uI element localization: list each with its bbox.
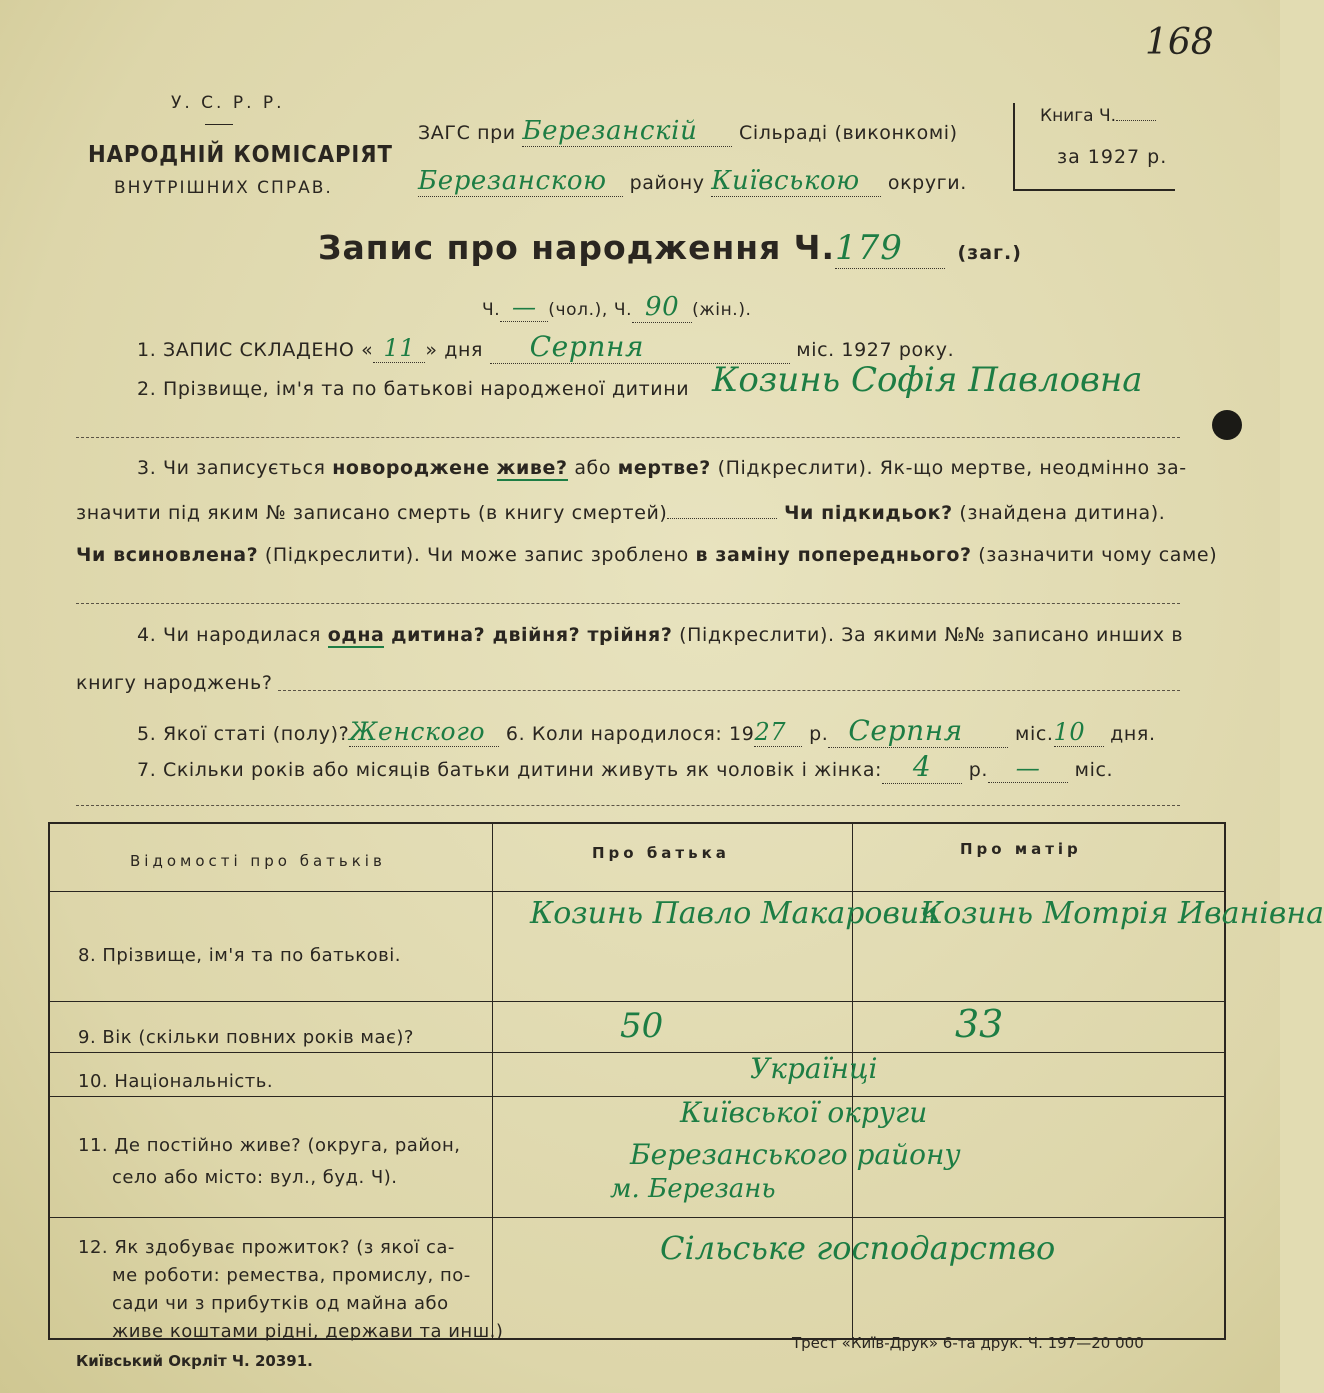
child-name: Козинь Софія Павловна — [712, 360, 1143, 400]
item-7: 7. Скільки років або місяців батьки дитини живуть як чоловік і жінка: 4 р. — міс. — [137, 750, 1114, 783]
gender-counts: Ч. — (чол.), Ч. 90 (жін.). — [482, 292, 752, 322]
col-divider — [492, 824, 493, 1338]
item-3-line-1: 3. Чи записується новороджене живе? або мертве? (Підкреслити). Як-що мертве, неодмінно за- — [137, 457, 1187, 479]
book-number-label: Книга Ч. — [1040, 106, 1156, 126]
child-sex: Женского — [349, 717, 499, 747]
item-5-6: 5. Якої статі (полу)?Женского 6. Коли народилося: 1927 р. Серпня міс.10 дня. — [137, 714, 1156, 747]
footer-right: Трест «Київ-Друк» 6-та друк. Ч. 197—20 000 — [792, 1334, 1144, 1352]
okrug-label: округи. — [887, 172, 967, 194]
birth-day: 10 — [1054, 718, 1104, 747]
row-12-label-1: 12. Як здобуває прожиток? (з якої са- — [78, 1237, 455, 1258]
mother-age: 33 — [955, 1002, 1004, 1046]
district-label: району — [629, 172, 705, 194]
okrug-name: Київською — [711, 166, 881, 197]
district-line — [418, 166, 967, 197]
header-divider — [205, 124, 233, 125]
header-parents-info: Відомості про батьків — [130, 852, 386, 870]
record-suffix: (заг.) — [957, 242, 1022, 264]
affairs-title: ВНУТРІШНИХ СПРАВ. — [114, 178, 333, 198]
item-3-line-3: Чи всиновлена? (Підкреслити). Чи може запис зроблено в заміну попереднього? (зазначити чому саме) — [76, 544, 1218, 566]
parents-table — [48, 822, 1324, 1342]
fill-line — [278, 690, 1180, 691]
zags-village: Березанскій — [522, 116, 732, 147]
item-2: 2. Прізвище, ім'я та по батькові народженої дитини — [137, 378, 690, 400]
record-title — [318, 228, 1022, 269]
item-3-line-2: значити під яким № записано смерть (в книгу смертей) Чи підкидьок? (знайдена дитина). — [76, 502, 1166, 524]
record-month: Серпня — [490, 330, 790, 364]
row-11-label-2: село або місто: вул., буд. Ч). — [112, 1167, 398, 1188]
row-10-label: 10. Національність. — [78, 1071, 274, 1092]
row-11-label-1: 11. Де постійно живе? (округа, район, — [78, 1135, 461, 1156]
record-title-text: Запис про народження Ч. — [318, 228, 835, 267]
single-underlined: одна — [327, 624, 385, 646]
alive-underlined: живе? — [496, 457, 568, 479]
header-father: Про батька — [592, 844, 730, 862]
row-12-label-3: сади чи з прибутків од майна або — [112, 1293, 449, 1314]
zags-line — [418, 116, 958, 147]
commissariat-title: НАРОДНІЙ КОМІСАРІЯТ — [88, 142, 393, 168]
item-4-line-1: 4. Чи народилася одна дитина? двійня? трійня? (Підкреслити). За якими №№ записано инших в — [137, 624, 1184, 646]
residence-town: м. Березань — [610, 1174, 776, 1204]
district-name: Березанскою — [418, 166, 623, 197]
row-divider — [50, 1001, 1224, 1002]
header-mother: Про матір — [960, 840, 1082, 858]
row-8-label: 8. Прізвище, ім'я та по батькові. — [78, 945, 401, 966]
residence-okrug: Київської округи — [680, 1096, 928, 1129]
zags-prefix: ЗАГС при — [418, 122, 516, 144]
zags-council: Сільраді (виконкомі) — [739, 122, 958, 144]
row-divider — [50, 1052, 1224, 1053]
female-count: 90 — [632, 292, 692, 323]
row-12-label-2: ме роботи: ремества, промислу, по- — [112, 1265, 471, 1286]
item-1: 1. ЗАПИС СКЛАДЕНО « 11 » дня Серпня міс. 1927 року. — [137, 330, 955, 363]
years-married: 4 — [882, 750, 962, 784]
item-4-line-2: книгу народжень? — [76, 672, 273, 694]
birth-month: Серпня — [828, 714, 1008, 748]
record-number: 179 — [835, 228, 945, 269]
occupation: Сільське господарство — [660, 1229, 1056, 1267]
state-header: У. С. Р. Р. — [171, 93, 285, 113]
row-divider — [50, 891, 1224, 892]
row-divider — [50, 1217, 1224, 1218]
father-name: Козинь Павло Макарович — [530, 896, 938, 931]
birth-year: 27 — [754, 718, 802, 747]
punch-hole — [1212, 410, 1242, 440]
page-number: 168 — [1145, 22, 1214, 63]
nationality: Українці — [750, 1052, 878, 1085]
residence-district: Березанського району — [630, 1138, 961, 1171]
footer-left: Київський Окрліт Ч. 20391. — [76, 1352, 313, 1370]
fill-line — [76, 603, 1180, 604]
row-12-label-4: живе коштами рідні, держави та инш.) — [112, 1321, 504, 1342]
mother-name: Козинь Мотрія Иванівна — [920, 896, 1324, 931]
row-9-label: 9. Вік (скільки повних років має)? — [78, 1027, 414, 1048]
father-age: 50 — [620, 1006, 664, 1046]
fill-line — [76, 437, 1180, 438]
book-year: за 1927 р. — [1057, 146, 1168, 168]
male-count: — — [500, 293, 548, 322]
record-day: 11 — [373, 334, 425, 363]
months-married: — — [988, 754, 1068, 783]
row-divider — [50, 1096, 1224, 1097]
fill-line — [76, 805, 1180, 806]
